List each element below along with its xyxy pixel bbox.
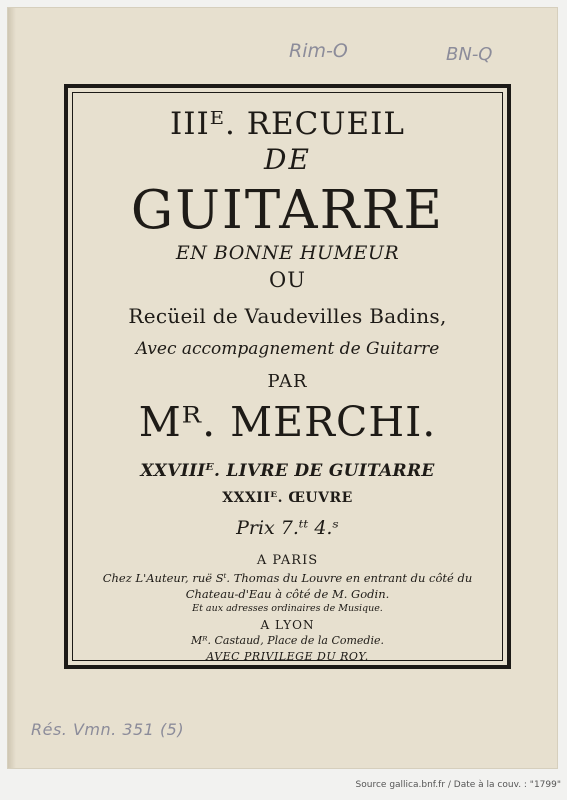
lyon-address: Mᴿ. Castaud, Place de la Comedie. xyxy=(191,634,384,647)
price: Prix 7.ᵗᵗ 4.ˢ xyxy=(236,517,339,539)
book-number: XXVIIIᴱ. LIVRE DE GUITARRE xyxy=(140,461,435,481)
volume-number: IIIᴱ. RECUEIL xyxy=(170,106,405,142)
subtitle: EN BONNE HUMEUR xyxy=(175,242,400,264)
title-de: DE xyxy=(264,143,311,176)
city-paris: A PARIS xyxy=(256,553,319,568)
city-lyon: A LYON xyxy=(260,618,315,632)
handwritten-shelfmark-left: Rim-O xyxy=(289,40,348,62)
opus-number: XXXIIᴱ. ŒUVRE xyxy=(222,490,353,506)
alt-title: Recüeil de Vaudevilles Badins, xyxy=(128,304,447,328)
by-line: PAR xyxy=(267,371,308,392)
accompaniment-line: Avec accompagnement de Guitarre xyxy=(135,339,440,359)
privilege-line: AVEC PRIVILEGE DU ROY. xyxy=(206,650,369,663)
main-title: GUITARRE xyxy=(130,180,445,241)
address-line-1: Chez L'Auteur, ruë Sᵗ. Thomas du Louvre en entrant du côté du xyxy=(102,571,473,585)
handwritten-call-number: Rés. Vmn. 351 (5) xyxy=(31,720,185,739)
address-line-3: Et aux adresses ordinaires de Musique. xyxy=(192,603,383,614)
title-ou: OU xyxy=(269,268,306,292)
address-line-2: Chateau-d'Eau à côté de M. Godin. xyxy=(185,587,390,601)
page-gutter-shadow xyxy=(8,8,16,768)
title-frame xyxy=(64,84,511,669)
author-name: Mᴿ. MERCHI. xyxy=(138,398,437,446)
handwritten-shelfmark-right: BN-Q xyxy=(446,44,493,65)
source-footer: Source gallica.bnf.fr / Date à la couv. : "1799" xyxy=(355,780,561,790)
scanned-page xyxy=(8,8,557,768)
